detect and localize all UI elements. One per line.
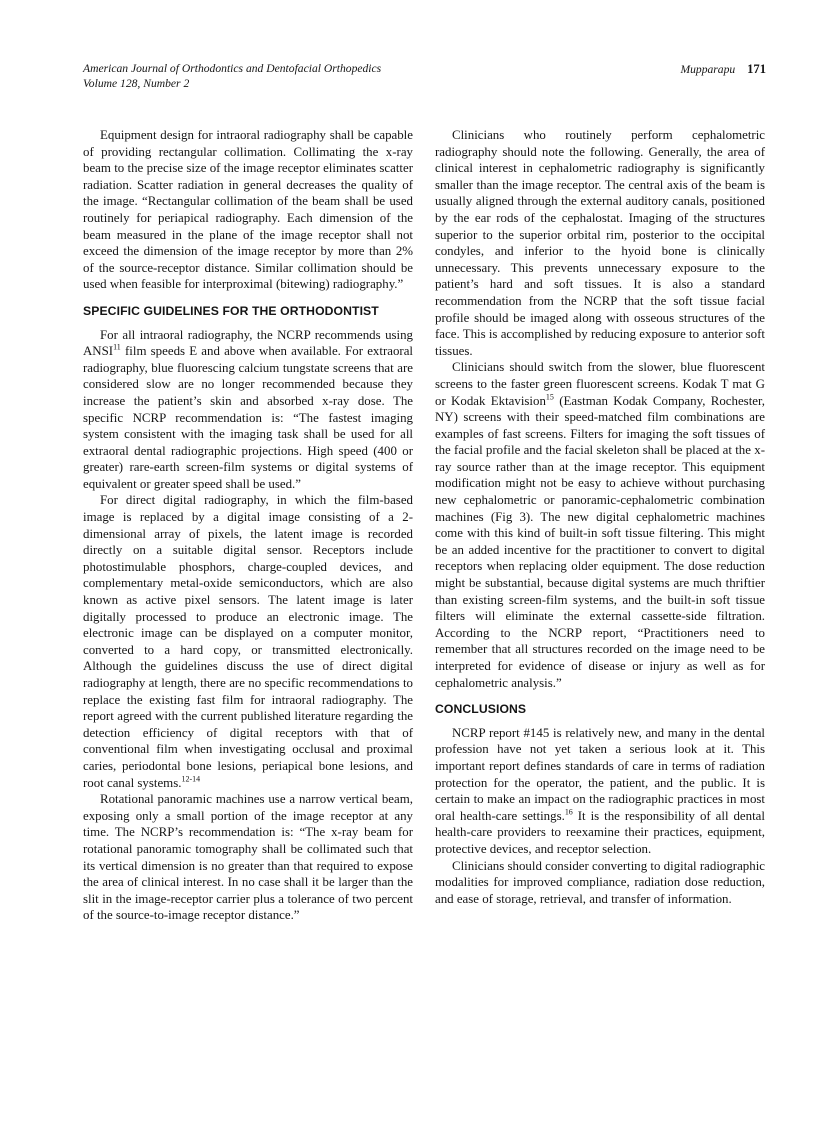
journal-citation — [83, 62, 381, 91]
paragraph: Equipment design for intraoral radiography shall be capable of providing rectangular collimation. Collimating the x-ray beam to the precise size of the image receptor eliminates scatter radiation. Scatter radiation in general decreases the quality of the image. “Rectangular collimation of the beam shall be used routinely for periapical radiography. Each dimension of the beam measured in the plane of the image receptor shall not exceed the dimension of the image receptor by more than 2% of the source-receptor distance. Similar collimation should be used when feasible for interproximal (bitewing) radiography.” — [83, 128, 413, 292]
right-column — [435, 127, 765, 924]
article-body — [83, 127, 766, 924]
page-number: 171 — [747, 62, 766, 76]
section-heading: SPECIFIC GUIDELINES FOR THE ORTHODONTIST — [83, 303, 379, 318]
journal-title: American Journal of Orthodontics and Dentofacial Orthopedics — [83, 62, 382, 75]
paragraph: For direct digital radiography, in which the film-based image is replaced by a digital image consisting of a 2-dimensional array of pixels, the latent image is recorded directly on a suitable digital sensor. Receptors include photostimulable phosphors, charge-coupled devices, and complementary metal-oxide semiconductors, which are also known as active pixel sensors. The latent image is later digitally processed to produce an electronic image. The electronic image can be displayed on a computer monitor, converted to a hard copy, or transmitted electronically. Although the guidelines discuss the use of direct digital radiography at length, there are no specific recommendations to replace the existing fast film for intraoral radiography. The report agreed with the current published literature regarding the detection efficiency of digital receptors with that of conventional film when investigating occlusal and proximal caries, periodontal bone lesions, periapical bone lesions, and root canal systems.$^{12-14}$ — [83, 493, 413, 790]
author-name: Mupparapu — [680, 63, 736, 76]
reference-superscript: 11 — [113, 342, 121, 352]
paragraph: Clinicians should consider converting to digital radiographic modalities for improved compliance, radiation dose reduction, and ease of storage, retrieval, and transfer of information. — [435, 858, 765, 906]
paragraph: Clinicians who routinely perform cephalometric radiography should note the following. Generally, the area of clinical interest in cephalometric radiography is significantly smaller than the image receptor. The central axis of the beam is usually aligned through the external auditory canals, positioned by the ear rods of the cephalostat. Imaging of the structures superior to the superior orbital rim, posterior to the occipital condyles, and inferior to the hyoid bone is clinically unnecessary. This prevents unnecessary exposure to the patient’s hard and soft tissues. It is also a standard recommendation from the NCRP that the soft tissue facial profile should be imaged along with osseous structures of the face. This is accomplished by reducing exposure to anterior soft tissues. — [435, 128, 765, 358]
paragraph: For all intraoral radiography, the NCRP recommends using ANSI$^{11}$ film speeds E and above when available. For extraoral radiography, blue fluorescing calcium tungstate screens that are considered slow are no longer recommended because they increase the patient’s skin and absorbed x-ray dose. The specific NCRP recommendation is: “The fastest imaging system consistent with the imaging task shall be used for all extraoral dental radiographic projections. High speed (400 or greater) rare-earth screen-film systems or digital systems of equivalent or greater speed shall be used.” — [83, 327, 413, 491]
journal-volume-line: Volume 128, Number 2 — [83, 76, 190, 90]
running-head — [680, 62, 766, 78]
reference-superscript: 12-14 — [181, 774, 201, 784]
reference-superscript: 15 — [545, 392, 554, 402]
paragraph: Rotational panoramic machines use a narrow vertical beam, exposing only a small portion of the image receptor at any time. The NCRP’s recommendation is: “The x-ray beam for rotational panoramic tomography shall be collimated such that its vertical dimension is no greater than that required to expose the area of clinical interest. In no case shall it be larger than the slit in the image-receptor carrier plus a tolerance of two percent of the source-to-image receptor distance.” — [83, 792, 413, 923]
section-heading: CONCLUSIONS — [435, 702, 527, 717]
page-header — [83, 62, 766, 91]
left-column — [83, 127, 413, 924]
reference-superscript: 16 — [564, 807, 573, 817]
paragraph: NCRP report #145 is relatively new, and many in the dental profession have not yet taken a serious look at it. This important report defines standards of care in terms of radiation protection for the operator, the patient, and the public. It is certain to make an impact on the radiographic practices in most oral health-care settings.$^{16}$ It is the responsibility of all dental health-care providers to reexamine their practices, equipment, protective devices, and receptor selection. — [435, 725, 765, 856]
paragraph: Clinicians should switch from the slower, blue fluorescent screens to the faster green fluorescent screens. Kodak T mat G or Kodak Ektavision$^{15}$ (Eastman Kodak Company, Rochester, NY) screens with their speed-matched film combinations are examples of fast screens. Filters for imaging the soft tissues of the facial profile and the facial skeleton shall be placed at the x-ray source rather than at the image receptor. This equipment modification might not be easy to achieve without purchasing new cephalometric or panoramic-cephalometric combination machines (Fig 3). The new digital cephalometric machines come with this kind of built-in soft tissue filtering. This might be an added incentive for the practitioner to convert to digital receptors when replacing older equipment. The dose reduction might be substantial, because digital systems are much thriftier than existing screen-film systems, and the built-in soft tissue filters will eliminate the external cassette-side filtration. According to the NCRP report, “Practitioners need to remember that all structures recorded on the image need to be interpreted for evidence of disease or injury as well as for cephalometric analysis.” — [435, 360, 765, 690]
